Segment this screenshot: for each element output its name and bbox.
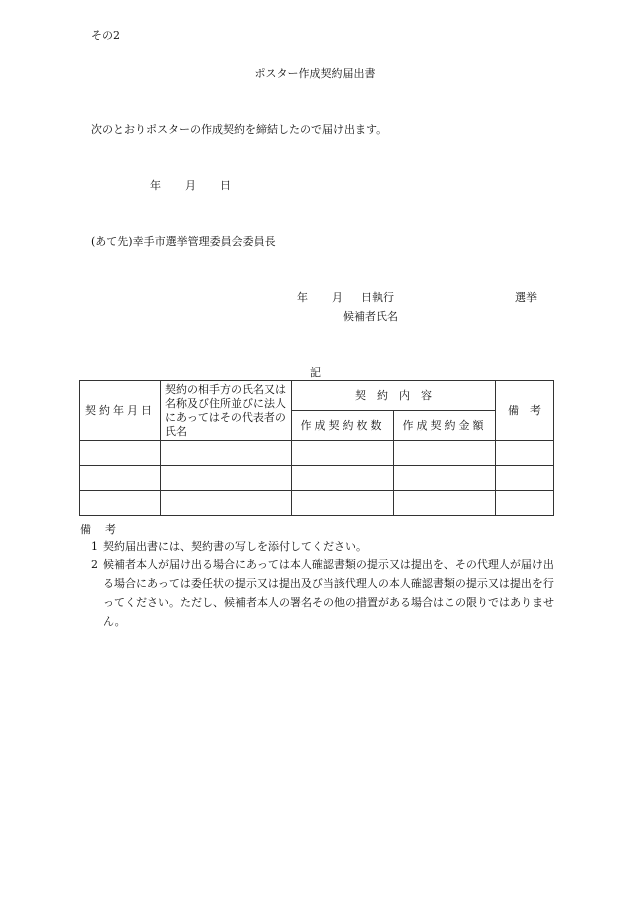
note-text: 候補者本人が届け出る場合にあっては本人確認書類の提示又は提出を、その代理人が届け出る場合にあっては委任状の提示又は提出及び当該代理人の本人確認書類の提示又は提出を行ってください。ただし、候補者本人の署名その他の措置がある場合はこの限りではありません。 (103, 558, 554, 628)
cell-amount[interactable] (394, 466, 496, 491)
table-row (80, 491, 554, 516)
exec-day-label: 日執行 (361, 291, 394, 304)
cell-remarks[interactable] (496, 441, 554, 466)
header-remarks: 備 考 (496, 381, 554, 441)
note-number: 1 (91, 540, 98, 553)
exec-year-label: 年 (297, 291, 308, 304)
note-number: 2 (91, 558, 98, 571)
cell-date[interactable] (80, 441, 161, 466)
cell-remarks[interactable] (496, 466, 554, 491)
header-sheet-count: 作成契約枚数 (292, 411, 394, 441)
intro-statement: 次のとおりポスターの作成契約を締結したので届け出ます。 (91, 123, 388, 136)
header-contract-party: 契約の相手方の氏名又は名称及び住所並びに法人にあってはその代表者の氏名 (161, 381, 292, 441)
cell-amount[interactable] (394, 441, 496, 466)
year-label: 年 (150, 179, 161, 192)
header-contract-amount: 作成契約金額 (394, 411, 496, 441)
cell-sheets[interactable] (292, 441, 394, 466)
cell-party[interactable] (161, 466, 292, 491)
header-contract-date: 契約年月日 (80, 381, 161, 441)
table-row (80, 441, 554, 466)
contract-table (79, 380, 554, 516)
month-label: 月 (185, 179, 196, 192)
submission-date-line (150, 179, 231, 192)
day-label: 日 (220, 179, 231, 192)
document-title: ポスター作成契約届出書 (254, 67, 376, 80)
form-number: その2 (91, 29, 120, 42)
table-row (80, 466, 554, 491)
candidate-name-label: 候補者氏名 (343, 310, 398, 323)
header-contract-content: 契 約 内 容 (292, 381, 496, 411)
cell-party[interactable] (161, 441, 292, 466)
cell-sheets[interactable] (292, 491, 394, 516)
cell-party[interactable] (161, 491, 292, 516)
cell-date[interactable] (80, 466, 161, 491)
cell-remarks[interactable] (496, 491, 554, 516)
cell-sheets[interactable] (292, 466, 394, 491)
notes-title: 備考 (80, 523, 130, 536)
cell-amount[interactable] (394, 491, 496, 516)
exec-month-label: 月 (332, 291, 343, 304)
note-text: 契約届出書には、契約書の写しを添付してください。 (103, 540, 367, 553)
election-execution-line (297, 291, 537, 304)
election-label: 選挙 (515, 291, 537, 304)
ki-marker: 記 (310, 366, 321, 379)
addressee: (あて先)幸手市選挙管理委員会委員長 (91, 235, 276, 248)
cell-date[interactable] (80, 491, 161, 516)
